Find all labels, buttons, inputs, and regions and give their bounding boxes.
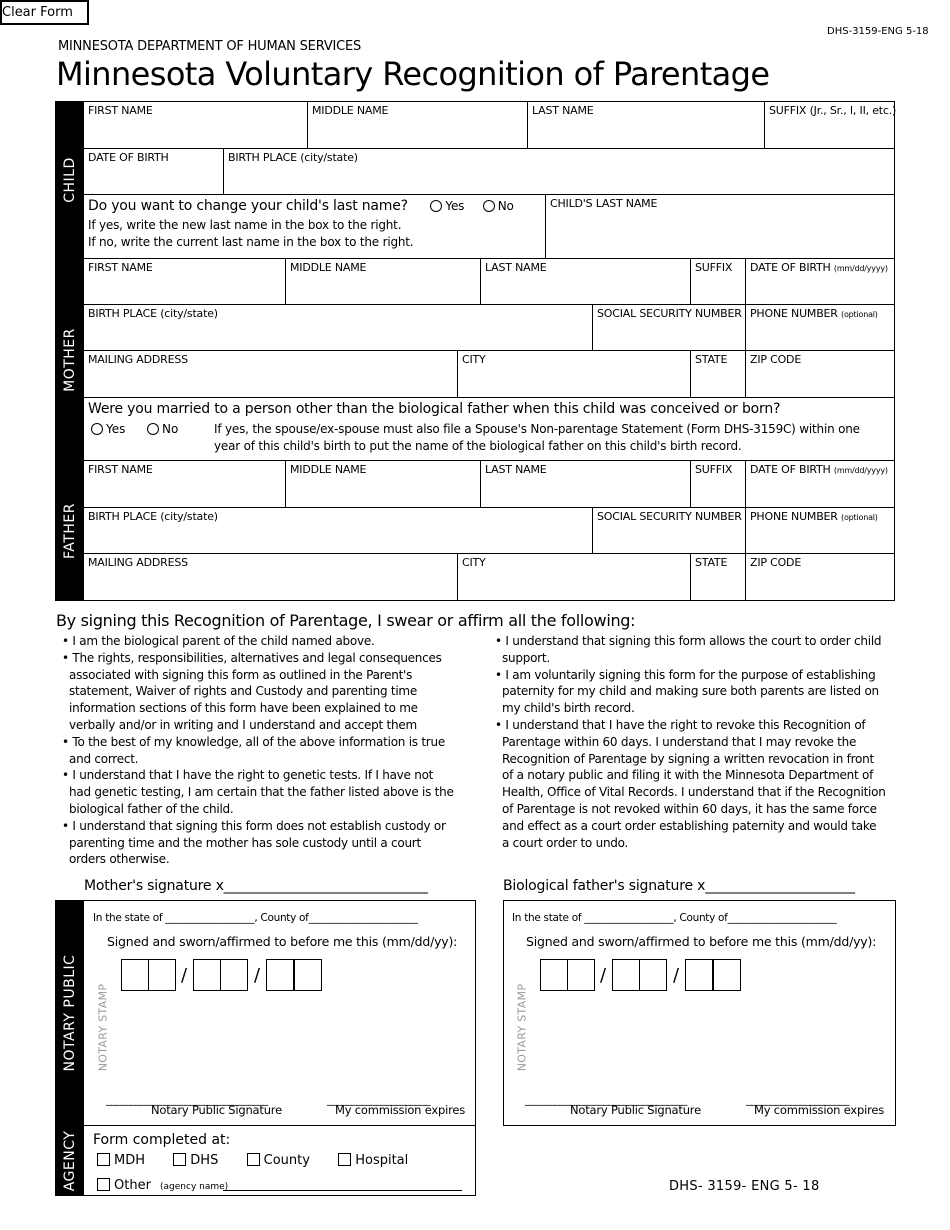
- field-label: ZIP CODE: [750, 353, 802, 366]
- mother-suffix-field[interactable]: [690, 258, 746, 305]
- notary-signature-line[interactable]: _________________________________: [106, 1093, 268, 1106]
- commission-line[interactable]: _____________________: [327, 1093, 430, 1106]
- affirm-statement: • I am voluntarily signing this form for the purpose of establishing paternity for my child and making sure both parents are listed on my child's birth record.: [493, 667, 886, 717]
- date-month-1[interactable]: [121, 959, 149, 991]
- agency-dhs-checkbox[interactable]: [173, 1153, 218, 1168]
- child-change-name-row: [83, 194, 546, 259]
- father-state-field[interactable]: [690, 553, 746, 601]
- father-last-name-field[interactable]: [480, 460, 691, 508]
- option-label: MDH: [114, 1153, 146, 1168]
- change-name-question: Do you want to change your child's last name?: [88, 198, 408, 214]
- no-label: No: [497, 199, 514, 213]
- field-label: [750, 463, 888, 476]
- mother-city-field[interactable]: [457, 350, 691, 398]
- field-label: MAILING ADDRESS: [88, 353, 188, 366]
- dob-format: (mm/dd/yyyy): [833, 466, 888, 475]
- agency-other-checkbox[interactable]: [97, 1178, 151, 1193]
- affirm-statement: • I understand that I have the right to revoke this Recognition of Parentage within 60 days. I understand that I may revoke the Recognition of Parentage by signing a written revocation in front of a notary public and filing it with the Minnesota Department of Health, Office of Vital Records. I understand that if the Recognition of Parentage is not revoked within 60 days, it has the same force and effect as a court order establishing paternity and would take a court order to undo.: [493, 717, 886, 851]
- notary-section-label: [55, 900, 84, 1126]
- date-year-1[interactable]: [266, 959, 294, 991]
- mother-last-name-field[interactable]: [480, 258, 691, 305]
- agency-hospital-checkbox[interactable]: [338, 1153, 408, 1168]
- mother-phone-field[interactable]: [745, 304, 895, 351]
- yes-label: Yes: [445, 199, 465, 213]
- father-section-label: [55, 460, 84, 601]
- date-year-2[interactable]: [294, 959, 322, 991]
- radio-icon[interactable]: [430, 200, 442, 212]
- field-label: FIRST NAME: [88, 104, 153, 117]
- field-label: MIDDLE NAME: [290, 463, 367, 476]
- field-label: STATE: [695, 353, 728, 366]
- form-completed-at: Form completed at:: [93, 1132, 231, 1148]
- field-label: SOCIAL SECURITY NUMBER: [597, 510, 742, 523]
- sworn-text: Signed and sworn/affirmed to before me this (mm/dd/yy):: [107, 934, 458, 949]
- mother-birth-place-field[interactable]: [83, 304, 593, 351]
- date-slash: /: [181, 965, 188, 986]
- option-label: Hospital: [355, 1153, 409, 1168]
- child-suffix-field[interactable]: [764, 101, 895, 149]
- agency-label-text: AGENCY: [61, 1130, 78, 1191]
- field-label: BIRTH PLACE (city/state): [88, 510, 218, 523]
- agency-box: [83, 1125, 476, 1196]
- notary-signature-label: Notary Public Signature: [570, 1103, 701, 1117]
- date-month-1[interactable]: [540, 959, 568, 991]
- notary-box-mother: [83, 900, 476, 1126]
- field-label: SUFFIX (Jr., Sr., I, II, etc.): [769, 104, 897, 117]
- option-label: Other: [114, 1178, 151, 1193]
- married-question: Were you married to a person other than the biological father when this child was conceived or born?: [88, 401, 781, 417]
- change-help-yes: If yes, write the new last name in the box to the right.: [88, 218, 402, 232]
- checkbox-icon[interactable]: [97, 1153, 110, 1166]
- option-label: DHS: [190, 1153, 219, 1168]
- phone-label: PHONE NUMBER: [750, 307, 838, 320]
- commission-line[interactable]: _____________________: [746, 1093, 849, 1106]
- date-day-2[interactable]: [639, 959, 667, 991]
- mother-label-text: MOTHER: [61, 327, 78, 392]
- field-label: LAST NAME: [485, 463, 547, 476]
- department-name: MINNESOTA DEPARTMENT OF HUMAN SERVICES: [58, 39, 362, 54]
- agency-section-label: [55, 1125, 84, 1196]
- field-label: FIRST NAME: [88, 463, 153, 476]
- dob-label: DATE OF BIRTH: [750, 261, 831, 274]
- change-name-yes-radio[interactable]: [430, 199, 464, 213]
- father-zip-field[interactable]: [745, 553, 895, 601]
- date-year-2[interactable]: [713, 959, 741, 991]
- child-section-label: [55, 101, 84, 258]
- radio-icon[interactable]: [483, 200, 495, 212]
- field-label: ZIP CODE: [750, 556, 802, 569]
- affirm-statement: • To the best of my knowledge, all of the above information is true and correct.: [60, 734, 455, 768]
- agency-name-hint: (agency name): [160, 1182, 229, 1192]
- mother-section-label: [55, 258, 84, 461]
- affirm-statement: • I understand that I have the right to genetic tests. If I have not had genetic testing, I am certain that the father listed above is the biological father of the child.: [60, 767, 455, 817]
- child-middle-name-field[interactable]: [307, 101, 528, 149]
- field-label: BIRTH PLACE (city/state): [88, 307, 218, 320]
- agency-mdh-checkbox[interactable]: [97, 1153, 145, 1168]
- field-label: MAILING ADDRESS: [88, 556, 188, 569]
- affirm-list-right: [493, 633, 886, 851]
- change-name-no-radio[interactable]: [483, 199, 514, 213]
- married-yes-radio[interactable]: [91, 422, 125, 436]
- father-signature-line[interactable]: Biological father's signature x______________________: [503, 878, 855, 894]
- yes-label: Yes: [106, 422, 126, 436]
- change-help-no: If no, write the current last name in the box to the right.: [88, 235, 414, 249]
- date-month-2[interactable]: [148, 959, 176, 991]
- father-middle-name-field[interactable]: [285, 460, 481, 508]
- radio-icon[interactable]: [91, 423, 103, 435]
- affirm-statement: • I am the biological parent of the child named above.: [60, 633, 455, 650]
- field-label: BIRTH PLACE (city/state): [228, 151, 358, 164]
- agency-name-input[interactable]: [223, 1190, 462, 1191]
- field-label: LAST NAME: [532, 104, 594, 117]
- father-city-field[interactable]: [457, 553, 691, 601]
- date-day-1[interactable]: [612, 959, 640, 991]
- affirm-statement: • I understand that signing this form allows the court to order child support.: [493, 633, 886, 667]
- clear-form-button[interactable]: Clear Form: [0, 0, 89, 25]
- field-label: CITY: [462, 353, 486, 366]
- mother-dob-field[interactable]: [745, 258, 895, 305]
- checkbox-icon[interactable]: [247, 1153, 260, 1166]
- married-no-radio[interactable]: [147, 422, 178, 436]
- field-label: SUFFIX: [695, 463, 733, 476]
- affirm-list-left: [60, 633, 455, 868]
- form-code-footer: DHS- 3159- ENG 5- 18: [669, 1179, 820, 1194]
- optional-note: (optional): [841, 310, 878, 319]
- field-label: [750, 510, 878, 523]
- no-label: No: [162, 422, 179, 436]
- mother-zip-field[interactable]: [745, 350, 895, 398]
- field-label: CITY: [462, 556, 486, 569]
- mother-signature-line[interactable]: Mother's signature x______________________________: [84, 878, 428, 894]
- affirm-heading: By signing this Recognition of Parentage, I swear or affirm all the following:: [56, 611, 636, 630]
- phone-label: PHONE NUMBER: [750, 510, 838, 523]
- father-address-field[interactable]: [83, 553, 458, 601]
- sworn-text: Signed and sworn/affirmed to before me this (mm/dd/yy):: [526, 934, 877, 949]
- field-label: MIDDLE NAME: [312, 104, 389, 117]
- checkbox-icon[interactable]: [97, 1178, 110, 1191]
- field-label: CHILD'S LAST NAME: [550, 197, 658, 210]
- field-label: STATE: [695, 556, 728, 569]
- field-label: LAST NAME: [485, 261, 547, 274]
- field-label: [750, 307, 878, 320]
- form-code-top: DHS-3159-ENG 5-18: [827, 26, 929, 37]
- date-slash: /: [254, 965, 261, 986]
- page-title: Minnesota Voluntary Recognition of Parentage: [56, 55, 770, 93]
- father-suffix-field[interactable]: [690, 460, 746, 508]
- date-month-2[interactable]: [567, 959, 595, 991]
- father-birth-place-field[interactable]: [83, 507, 593, 554]
- state-county-line[interactable]: In the state of __________________, County of______________________: [512, 912, 837, 924]
- father-first-name-field[interactable]: [83, 460, 286, 508]
- notary-stamp-area: NOTARY STAMP: [96, 983, 110, 1072]
- date-day-2[interactable]: [220, 959, 248, 991]
- father-dob-field[interactable]: [745, 460, 895, 508]
- option-label: County: [263, 1153, 310, 1168]
- mother-state-field[interactable]: [690, 350, 746, 398]
- commission-label: My commission expires: [335, 1103, 466, 1117]
- field-label: SOCIAL SECURITY NUMBER: [597, 307, 742, 320]
- date-year-1[interactable]: [685, 959, 713, 991]
- married-note-1: If yes, the spouse/ex-spouse must also file a Spouse's Non-parentage Statement (Form DHS-3159C) within one: [214, 422, 860, 436]
- checkbox-icon[interactable]: [173, 1153, 186, 1166]
- optional-note: (optional): [841, 513, 878, 522]
- notary-label-text: NOTARY PUBLIC: [61, 954, 78, 1072]
- dob-label: DATE OF BIRTH: [750, 463, 831, 476]
- agency-county-checkbox[interactable]: [247, 1153, 310, 1168]
- field-label: [750, 261, 888, 274]
- state-county-line[interactable]: In the state of __________________, County of______________________: [93, 912, 418, 924]
- field-label: SUFFIX: [695, 261, 733, 274]
- field-label: FIRST NAME: [88, 261, 153, 274]
- child-label-text: CHILD: [61, 156, 78, 203]
- child-first-name-field[interactable]: [83, 101, 308, 149]
- field-label: MIDDLE NAME: [290, 261, 367, 274]
- married-note-2: year of this child's birth to put the name of the biological father on this child's birth record.: [214, 439, 742, 453]
- mother-married-row: [83, 397, 895, 461]
- father-ssn-field[interactable]: [592, 507, 746, 554]
- child-dob-field[interactable]: [83, 148, 224, 195]
- father-phone-field[interactable]: [745, 507, 895, 554]
- commission-label: My commission expires: [754, 1103, 885, 1117]
- child-birth-place-field[interactable]: [223, 148, 895, 195]
- affirm-statement: • The rights, responsibilities, alternatives and legal consequences associated with signing this form as outlined in the Parent's statement, Waiver of rights and Custody and parenting time information sections of this form have been explained to me verbally and/or in writing and I understand and accept them: [60, 650, 455, 734]
- notary-signature-line[interactable]: _________________________________: [525, 1093, 687, 1106]
- date-slash: /: [673, 965, 680, 986]
- dob-format: (mm/dd/yyyy): [833, 264, 888, 273]
- mother-ssn-field[interactable]: [592, 304, 746, 351]
- checkbox-icon[interactable]: [338, 1153, 351, 1166]
- date-day-1[interactable]: [193, 959, 221, 991]
- date-slash: /: [600, 965, 607, 986]
- mother-address-field[interactable]: [83, 350, 458, 398]
- radio-icon[interactable]: [147, 423, 159, 435]
- father-label-text: FATHER: [61, 502, 78, 559]
- mother-middle-name-field[interactable]: [285, 258, 481, 305]
- mother-first-name-field[interactable]: [83, 258, 286, 305]
- affirm-statement: • I understand that signing this form does not establish custody or parenting time and the mother has sole custody until a court orders otherwise.: [60, 818, 455, 868]
- notary-signature-label: Notary Public Signature: [151, 1103, 282, 1117]
- notary-stamp-area: NOTARY STAMP: [515, 983, 529, 1072]
- child-last-name-field[interactable]: [527, 101, 765, 149]
- field-label: DATE OF BIRTH: [88, 151, 169, 164]
- notary-box-father: [503, 900, 896, 1126]
- childs-last-name-field[interactable]: [545, 194, 895, 259]
